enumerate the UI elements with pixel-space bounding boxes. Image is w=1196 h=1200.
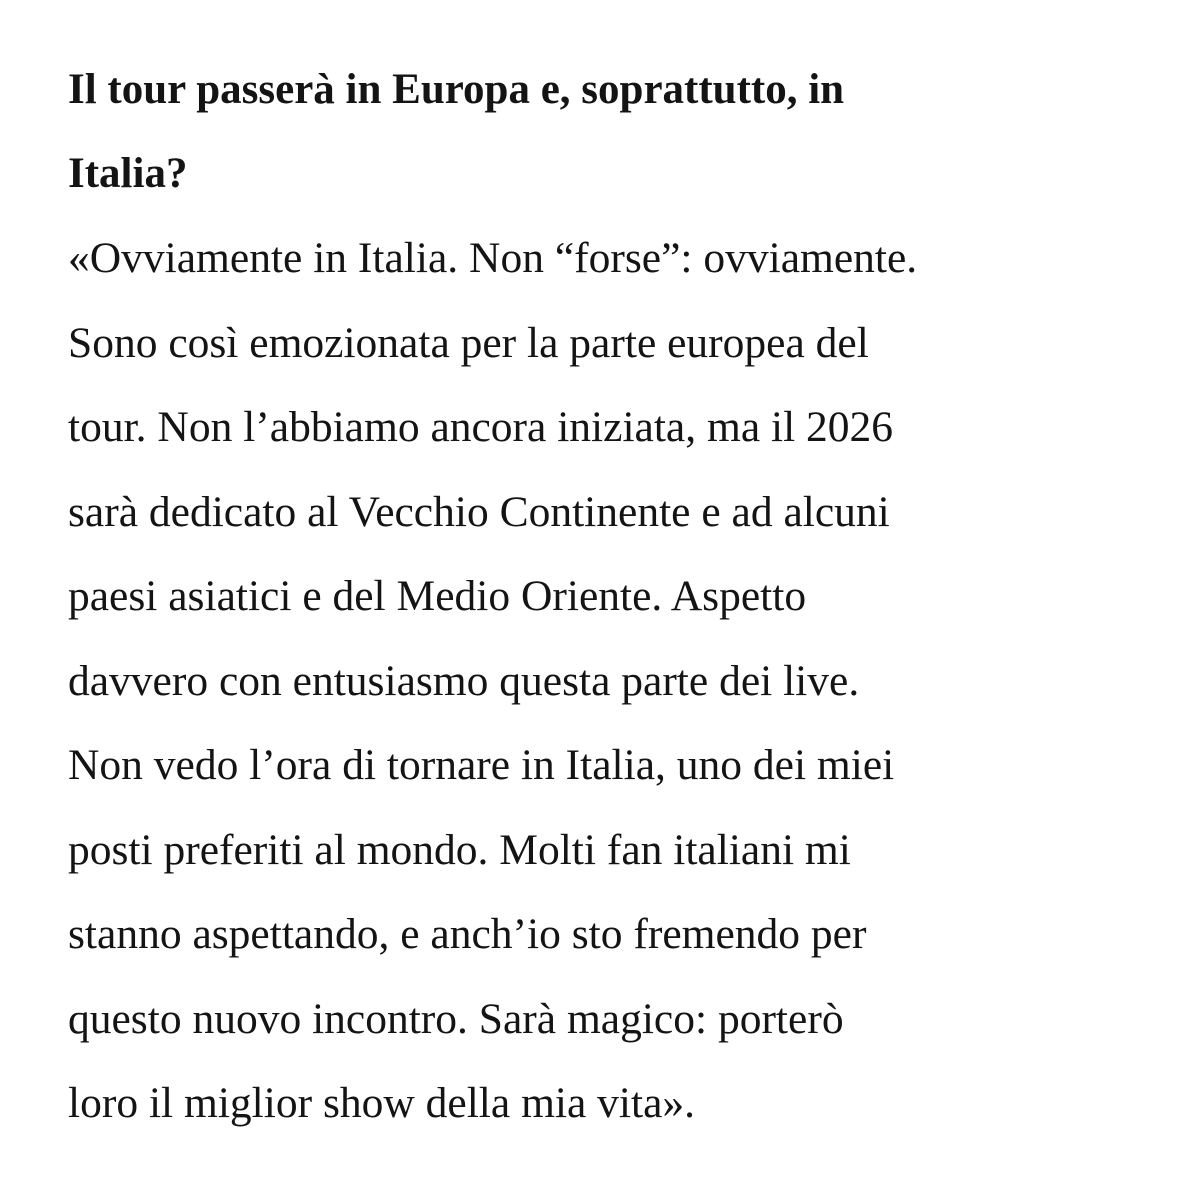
interview-question — [68, 48, 1168, 216]
question-line: Italia? — [68, 150, 188, 197]
answer-line: tour. Non l’abbiamo ancora iniziata, ma il 2026 — [68, 403, 894, 451]
interview-answer — [68, 216, 1168, 1146]
answer-line: davvero con entusiasmo questa parte dei live. — [68, 656, 860, 705]
question-line: Il tour passerà in Europa e, soprattutto, in — [68, 66, 845, 113]
answer-line: sarà dedicato al Vecchio Continente e ad alcuni — [68, 487, 890, 536]
answer-line: questo nuovo incontro. Sarà magico: porterò — [68, 994, 844, 1043]
answer-line: stanno aspettando, e anch’io sto fremendo per — [68, 910, 867, 958]
article-excerpt — [68, 48, 1168, 1146]
answer-line: paesi asiatici e del Medio Oriente. Aspetto — [68, 572, 807, 620]
answer-line: «Ovviamente in Italia. Non “forse”: ovviamente. — [68, 234, 918, 282]
answer-line: loro il miglior show della mia vita». — [68, 1079, 696, 1127]
answer-line: Sono così emozionata per la parte europea del — [68, 318, 869, 367]
answer-line: Non vedo l’ora di tornare in Italia, uno dei miei — [68, 741, 895, 789]
answer-line: posti preferiti al mondo. Molti fan italiani mi — [68, 825, 851, 874]
